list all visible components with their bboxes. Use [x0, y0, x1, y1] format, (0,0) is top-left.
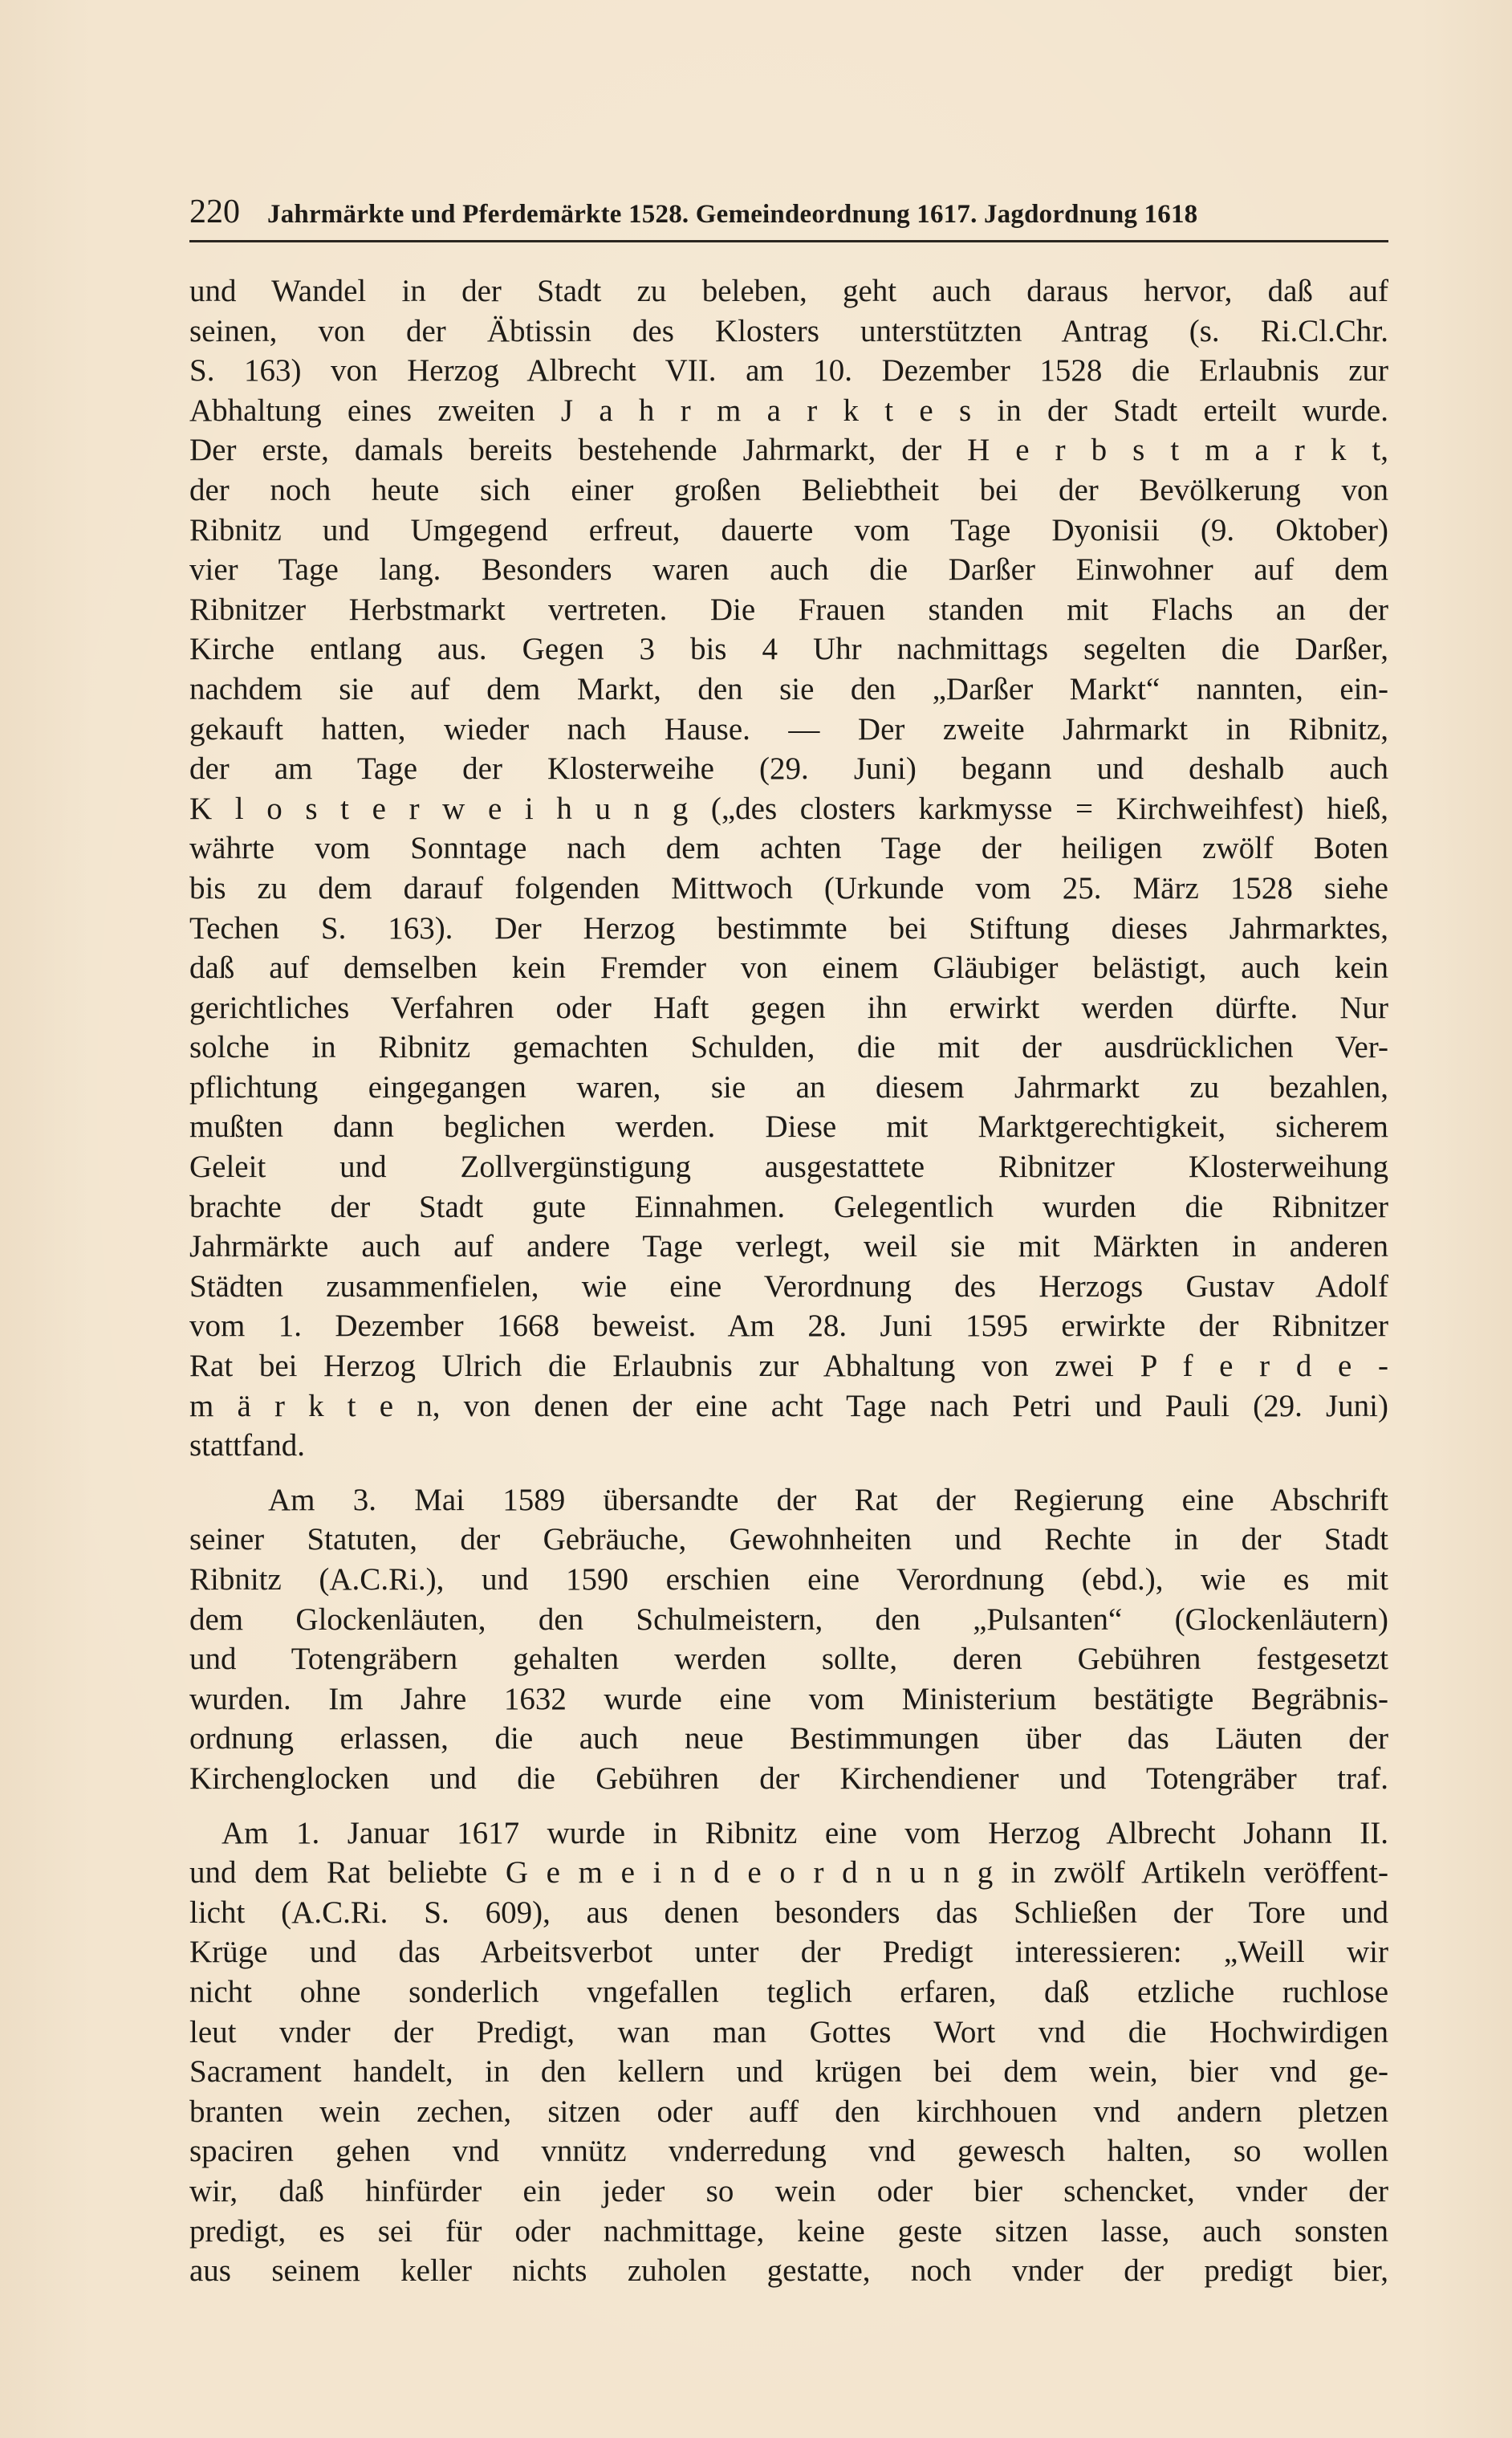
text-line: Der erste, damals bereits bestehende Jahrmarkt, der H e r b s t m a r k t,	[189, 433, 1388, 468]
text-line: pflichtung eingegangen waren, sie an diesem Jahrmarkt zu bezahlen,	[189, 1069, 1388, 1105]
text-line: der am Tage der Klosterweihe (29. Juni) begann und deshalb auch	[189, 751, 1388, 787]
text-line: ordnung erlassen, die auch neue Bestimmungen über das Läuten der	[189, 1721, 1388, 1756]
text-line: stattfand.	[189, 1428, 306, 1463]
paragraph-statuten	[189, 1480, 1388, 1799]
text-line: dem Glockenläuten, den Schulmeistern, den „Pulsanten“ (Glockenläutern)	[189, 1602, 1388, 1637]
text-line: seiner Statuten, der Gebräuche, Gewohnheiten und Rechte in der Stadt	[189, 1522, 1388, 1557]
text-line: leut vnder der Predigt, wan man Gottes Wort vnd die Hochwirdigen	[189, 2014, 1388, 2049]
page-number: 220	[189, 193, 240, 230]
text-line: branten wein zechen, sitzen oder auff den kirchhouen vnd andern pletzen	[189, 2094, 1388, 2129]
text-line: m ä r k t e n, von denen der eine acht Tage nach Petri und Pauli (29. Juni)	[189, 1388, 1388, 1423]
text-line: und Wandel in der Stadt zu beleben, geht auch daraus hervor, daß auf	[189, 274, 1388, 308]
text-line: S. 163) von Herzog Albrecht VII. am 10. Dezember 1528 die Erlaubnis zur	[189, 353, 1388, 389]
text-line: spaciren gehen vnd vnnütz vnderredung vnd gewesch halten, so wollen	[189, 2134, 1388, 2169]
text-line: vier Tage lang. Besonders waren auch die Darßer Einwohner auf dem	[189, 552, 1388, 588]
paragraph-gap	[189, 1466, 1388, 1480]
text-line: Krüge und das Arbeitsverbot unter der Predigt interessieren: „Weill wir	[189, 1935, 1388, 1970]
text-line: Am 3. Mai 1589 übersandte der Rat der Regierung eine Abschrift	[268, 1482, 1388, 1517]
paragraph-gemeindeordnung	[189, 1813, 1388, 2291]
text-line: Städten zusammenfielen, wie eine Verordnung des Herzogs Gustav Adolf	[189, 1268, 1388, 1304]
text-line: und dem Rat beliebte G e m e i n d e o r d n u n g in zwölf Artikeln veröffent-	[189, 1855, 1388, 1891]
text-line: wurden. Im Jahre 1632 wurde eine vom Ministerium bestätigte Begräbnis-	[189, 1681, 1388, 1716]
text-line: gekauft hatten, wieder nach Hause. — Der zweite Jahrmarkt in Ribnitz,	[189, 711, 1388, 747]
text-line: daß auf demselben kein Fremder von einem Gläubiger belästigt, auch kein	[189, 950, 1388, 986]
text-line: währte vom Sonntage nach dem achten Tage der heiligen zwölf Boten	[189, 831, 1388, 866]
text-line: mußten dann beglichen werden. Diese mit Marktgerechtigkeit, sicherem	[189, 1109, 1388, 1145]
text-line: brachte der Stadt gute Einnahmen. Gelegentlich wurden die Ribnitzer	[189, 1189, 1388, 1224]
text-line: predigt, es sei für oder nachmittage, keine geste sitzen lasse, auch sonsten	[189, 2213, 1388, 2249]
header-rule	[189, 240, 1388, 242]
text-line: nachdem sie auf dem Markt, den sie den „Darßer Markt“ nannten, ein-	[189, 671, 1388, 706]
text-line: Techen S. 163). Der Herzog bestimmte bei Stiftung dieses Jahrmarktes,	[189, 910, 1388, 946]
paragraph-jahrmarkt	[189, 271, 1388, 1466]
text-line: nicht ohne sonderlich vngefallen teglich erfaren, daß etzliche ruchlose	[189, 1974, 1388, 2009]
text-line: solche in Ribnitz gemachten Schulden, die mit der ausdrücklichen Ver-	[189, 1030, 1388, 1065]
text-line: Kirche entlang aus. Gegen 3 bis 4 Uhr nachmittags segelten die Darßer,	[189, 632, 1388, 667]
text-line: Geleit und Zollvergünstigung ausgestattete Ribnitzer Klosterweihung	[189, 1150, 1388, 1185]
paragraph-gap	[189, 1799, 1388, 1813]
text-line: vom 1. Dezember 1668 beweist. Am 28. Juni 1595 erwirkte der Ribnitzer	[189, 1309, 1388, 1344]
text-line: gerichtliches Verfahren oder Haft gegen ihn erwirkt werden dürfte. Nur	[189, 990, 1388, 1025]
text-line: K l o s t e r w e i h u n g („des closters karkmysse = Kirchweihfest) hieß,	[189, 791, 1388, 826]
body-text	[189, 271, 1388, 2291]
text-line: wir, daß hinfürder ein jeder so wein oder bier schencket, vnder der	[189, 2173, 1388, 2208]
text-line: Rat bei Herzog Ulrich die Erlaubnis zur Abhaltung von zwei P f e r d e -	[189, 1349, 1388, 1384]
text-line: licht (A.C.Ri. S. 609), aus denen besonders das Schließen der Tore und	[189, 1895, 1388, 1930]
text-line: der noch heute sich einer großen Beliebtheit bei der Bevölkerung von	[189, 472, 1388, 507]
text-line: Abhaltung eines zweiten J a h r m a r k t e s in der Stadt erteilt wurde.	[189, 393, 1388, 428]
text-line: Ribnitzer Herbstmarkt vertreten. Die Frauen standen mit Flachs an der	[189, 592, 1388, 627]
text-line: und Totengräbern gehalten werden sollte, deren Gebühren festgesetzt	[189, 1642, 1388, 1677]
text-line: bis zu dem darauf folgenden Mittwoch (Urkunde vom 25. März 1528 siehe	[189, 870, 1388, 906]
running-title: Jahrmärkte und Pferdemärkte 1528. Gemeindeordnung 1617. Jagdordnung 1618	[267, 200, 1198, 229]
text-line: Am 1. Januar 1617 wurde in Ribnitz eine vom Herzog Albrecht Johann II.	[222, 1815, 1388, 1850]
text-line: Jahrmärkte auch auf andere Tage verlegt, weil sie mit Märkten in anderen	[189, 1229, 1388, 1264]
text-line: Ribnitz und Umgegend erfreut, dauerte vom Tage Dyonisii (9. Oktober)	[189, 512, 1388, 547]
text-line: Ribnitz (A.C.Ri.), und 1590 erschien eine Verordnung (ebd.), wie es mit	[189, 1562, 1388, 1597]
text-line: aus seinem keller nichts zuholen gestatte, noch vnder der predigt bier,	[189, 2253, 1388, 2289]
page-header	[189, 193, 1388, 236]
text-line: Sacrament handelt, in den kellern und krügen bei dem wein, bier vnd ge-	[189, 2054, 1388, 2090]
text-line: seinen, von der Äbtissin des Klosters unterstützten Antrag (s. Ri.Cl.Chr.	[189, 313, 1388, 348]
text-line: Kirchenglocken und die Gebühren der Kirchendiener und Totengräber traf.	[189, 1760, 1388, 1796]
